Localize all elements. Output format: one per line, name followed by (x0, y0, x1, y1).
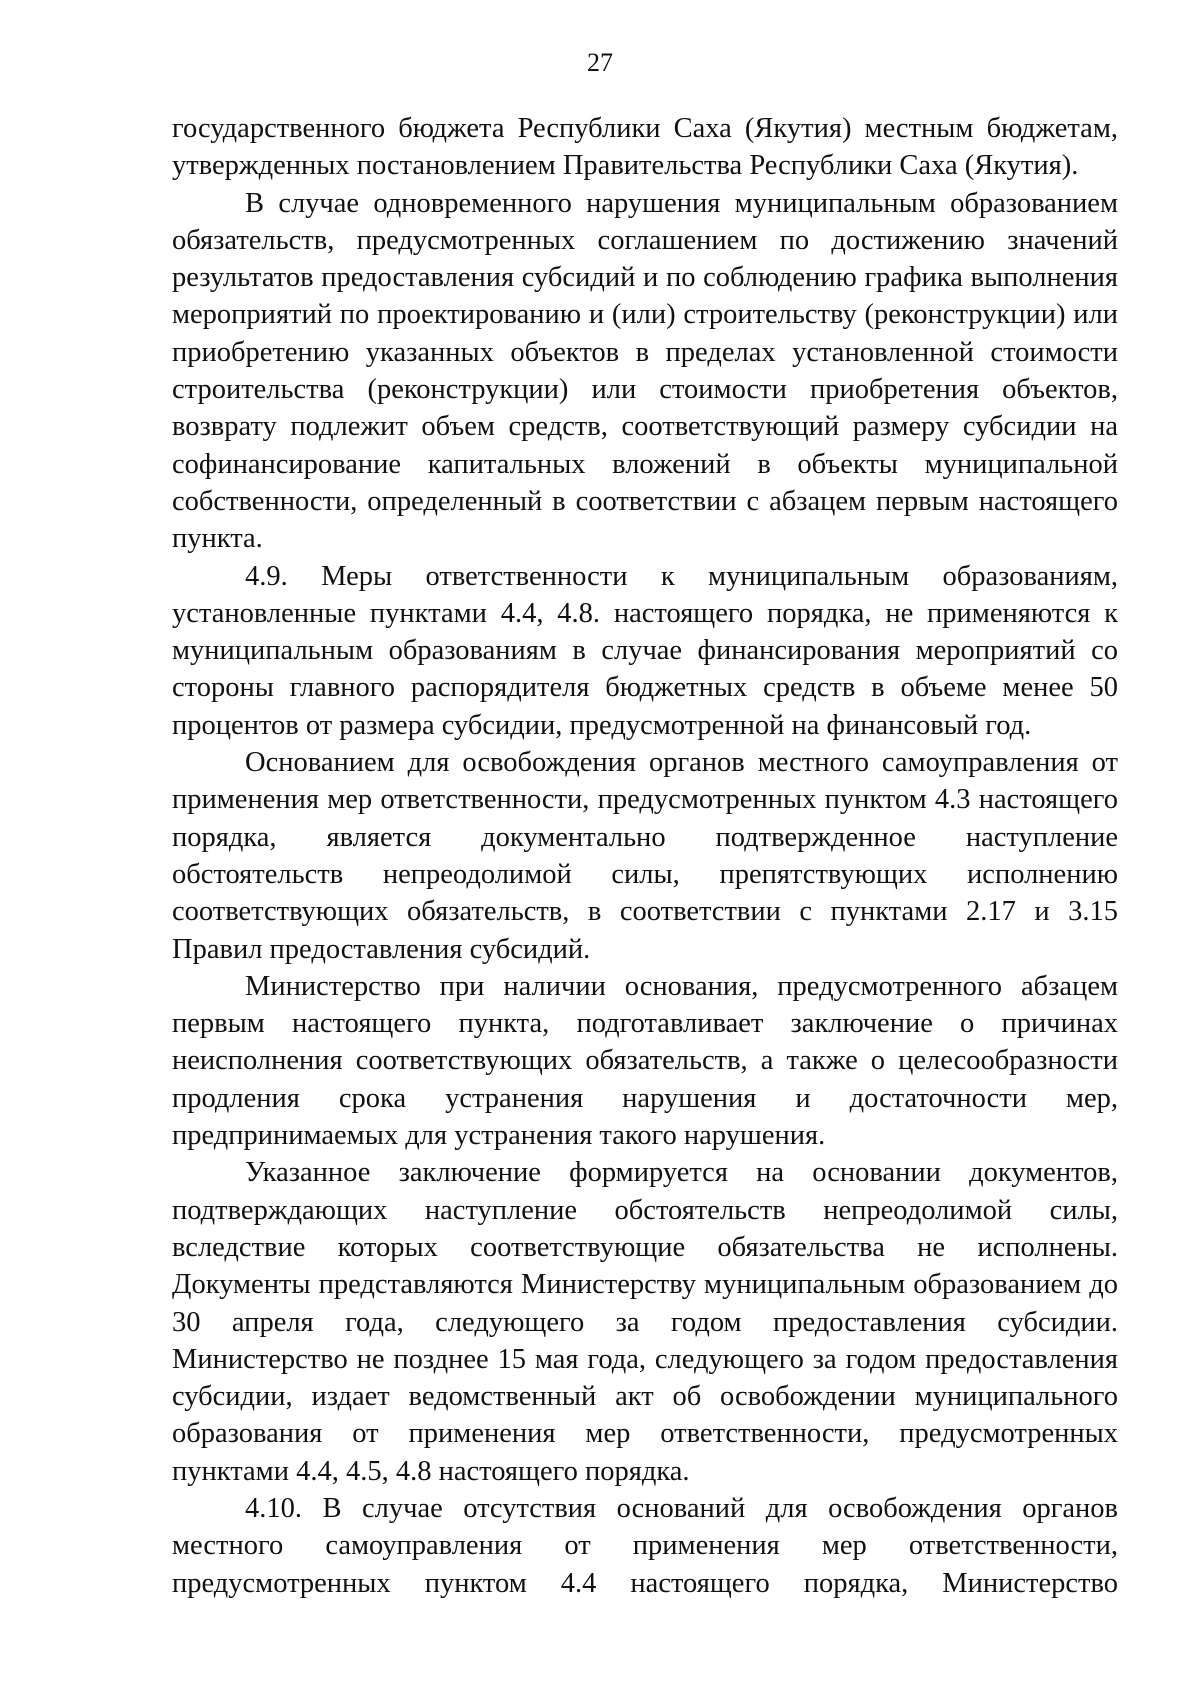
paragraph-4-9: 4.9. Меры ответственности к муниципальным образованиям, установленные пунктами 4.4, 4.8. настоящего порядка, не применяются к муниципальным образованиям в случае финансирования мероприятий со стороны главного распорядителя бюджетных средств в объеме менее 50 процентов от размера субсидии, предусмотренной на финансовый год. (172, 560, 1118, 741)
paragraph-violation-case: В случае одновременного нарушения муниципальным образованием обязательств, предусмотренных соглашением по достижению значений результатов предоставления субсидий и по соблюдению графика выполнения мероприятий по проектированию и (или) строительству (реконструкции) или приобретению указанных объектов в пределах установленной стоимости строительства (реконструкции) или стоимости приобретения объектов, возврату подлежит объем средств, соответствующий размеру субсидии на софинансирование капитальных вложений в объекты муниципальной собственности, определенный в соответствии с абзацем первым настоящего пункта. (172, 187, 1118, 555)
paragraph-ministry-conclusion: Министерство при наличии основания, предусмотренного абзацем первым настоящего пункта, подготавливает заключение о причинах неисполнения соответствующих обязательств, а также о целесообразности продления срока устранения нарушения и достаточности мер, предпринимаемых для устранения такого нарушения. (172, 970, 1118, 1152)
page-number: 27 (587, 48, 613, 77)
paragraph-4-10: 4.10. В случае отсутствия оснований для освобождения органов местного самоуправления от применения мер ответственности, предусмотренных пунктом 4.4 настоящего порядка, Министерство (172, 1492, 1118, 1599)
paragraph-conclusion-formation: Указанное заключение формируется на основании документов, подтверждающих наступление обстоятельств непреодолимой силы, вследствие которых соответствующие обязательства не исполнены. Документы представляются Министерству муниципальным образованием до 30 апреля года, следующего за годом предоставления субсидии. Министерство не позднее 15 мая года, следующего за годом предоставления субсидии, издает ведомственный акт об освобождении муниципального образования от применения мер ответственности, предусмотренных пунктами 4.4, 4.5, 4.8 настоящего порядка. (172, 1157, 1118, 1487)
paragraph-exemption-basis: Основанием для освобождения органов местного самоуправления от применения мер ответственности, предусмотренных пунктом 4.3 настоящего порядка, является документально подтвержденное наступление обстоятельств непреодолимой силы, препятствующих исполнению соответствующих обязательств, в соответствии с пунктами 2.17 и 3.15 Правил предоставления субсидий. (172, 747, 1118, 965)
paragraph-continuation: государственного бюджета Республики Саха (Якутия) местным бюджетам, утвержденных постановлением Правительства Республики Саха (Якутия). (172, 113, 1118, 182)
document-body (172, 110, 1118, 1602)
